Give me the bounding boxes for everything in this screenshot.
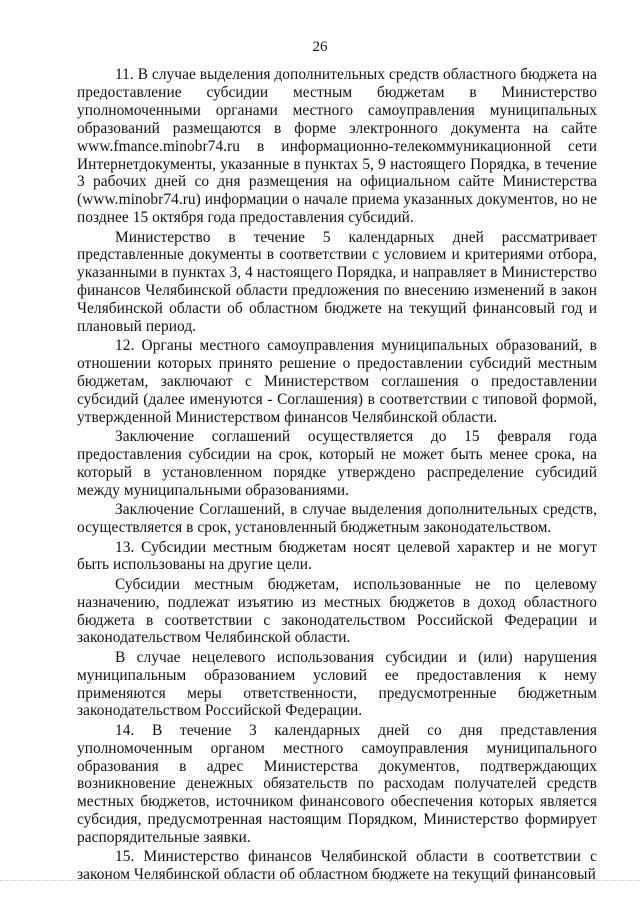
page-number: 26 xyxy=(312,39,328,55)
paragraph-item-14: 14. В течение 3 календарных дней со дня представления уполномоченным органом местного самоуправления муниципального образования в адрес Министерства документов, подтверждающих возникновение денежных обязательств по расходам получателей средств местных бюджетов, источником финансового обеспечения которых является субсидия, предусмотренная настоящим Порядком, Министерство формирует распорядительные заявки. xyxy=(77,721,597,847)
paragraph-misuse-liability: В случае нецелевого использования субсидии и (или) нарушения муниципальным образованием условий ее предоставления к нему применяются меры ответственности, предусмотренные бюджетным законодательством Российской Федерации. xyxy=(77,648,597,720)
document-body xyxy=(77,66,597,884)
bottom-divider xyxy=(0,880,640,881)
paragraph-misuse-withdrawal: Субсидии местным бюджетам, использованные не по целевому назначению, подлежат изъятию из местных бюджетов в доход областного бюджета в соответствии с законодательством Российской Федерации и законодательством Челябинской области. xyxy=(77,575,597,647)
paragraph-agreement-deadline: Заключение соглашений осуществляется до 15 февраля года предоставления субсидии на срок, который не может быть менее срока, на который в установленном порядке утверждено распределение субсидий между муниципальными образованиями. xyxy=(77,428,597,500)
paragraph-additional-funds: Заключение Соглашений, в случае выделения дополнительных средств, осуществляется в срок, установленный бюджетным законодательством. xyxy=(77,501,597,537)
paragraph-item-15: 15. Министерство финансов Челябинской области в соответствии с законом Челябинской области об областном бюджете на текущий финансовый xyxy=(77,848,597,884)
paragraph-item-11: 11. В случае выделения дополнительных средств областного бюджета на предоставление субсидии местным бюджетам в Министерство уполномоченными органами местного самоуправления муниципальных образований размещаются в форме электронного документа на сайте www.fmance.minobr74.ru в информационно-телекоммуникационной сети Интернетдокументы, указанные в пунктах 5, 9 настоящего Порядка, в течение 3 рабочих дней со дня размещения на официальном сайте Министерства (www.minobr74.ru) информации о начале приема указанных документов, но не позднее 15 октября года предоставления субсидий. xyxy=(77,66,597,227)
paragraph-item-12: 12. Органы местного самоуправления муниципальных образований, в отношении которых принято решение о предоставлении субсидий местным бюджетам, заключают с Министерством соглашения о предоставлении субсидий (далее именуются - Соглашения) в соответствии с типовой формой, утвержденной Министерством финансов Челябинской области. xyxy=(77,337,597,426)
paragraph-ministry-review: Министерство в течение 5 календарных дней рассматривает представленные документы в соответствии с условием и критериями отбора, указанными в пунктах 3, 4 настоящего Порядка, и направляет в Министерство финансов Челябинской области предложения по внесению изменений в закон Челябинской области об областном бюджете на текущий финансовый год и плановый период. xyxy=(77,228,597,336)
paragraph-item-13: 13. Субсидии местным бюджетам носят целевой характер и не могут быть использованы на другие цели. xyxy=(77,538,597,574)
